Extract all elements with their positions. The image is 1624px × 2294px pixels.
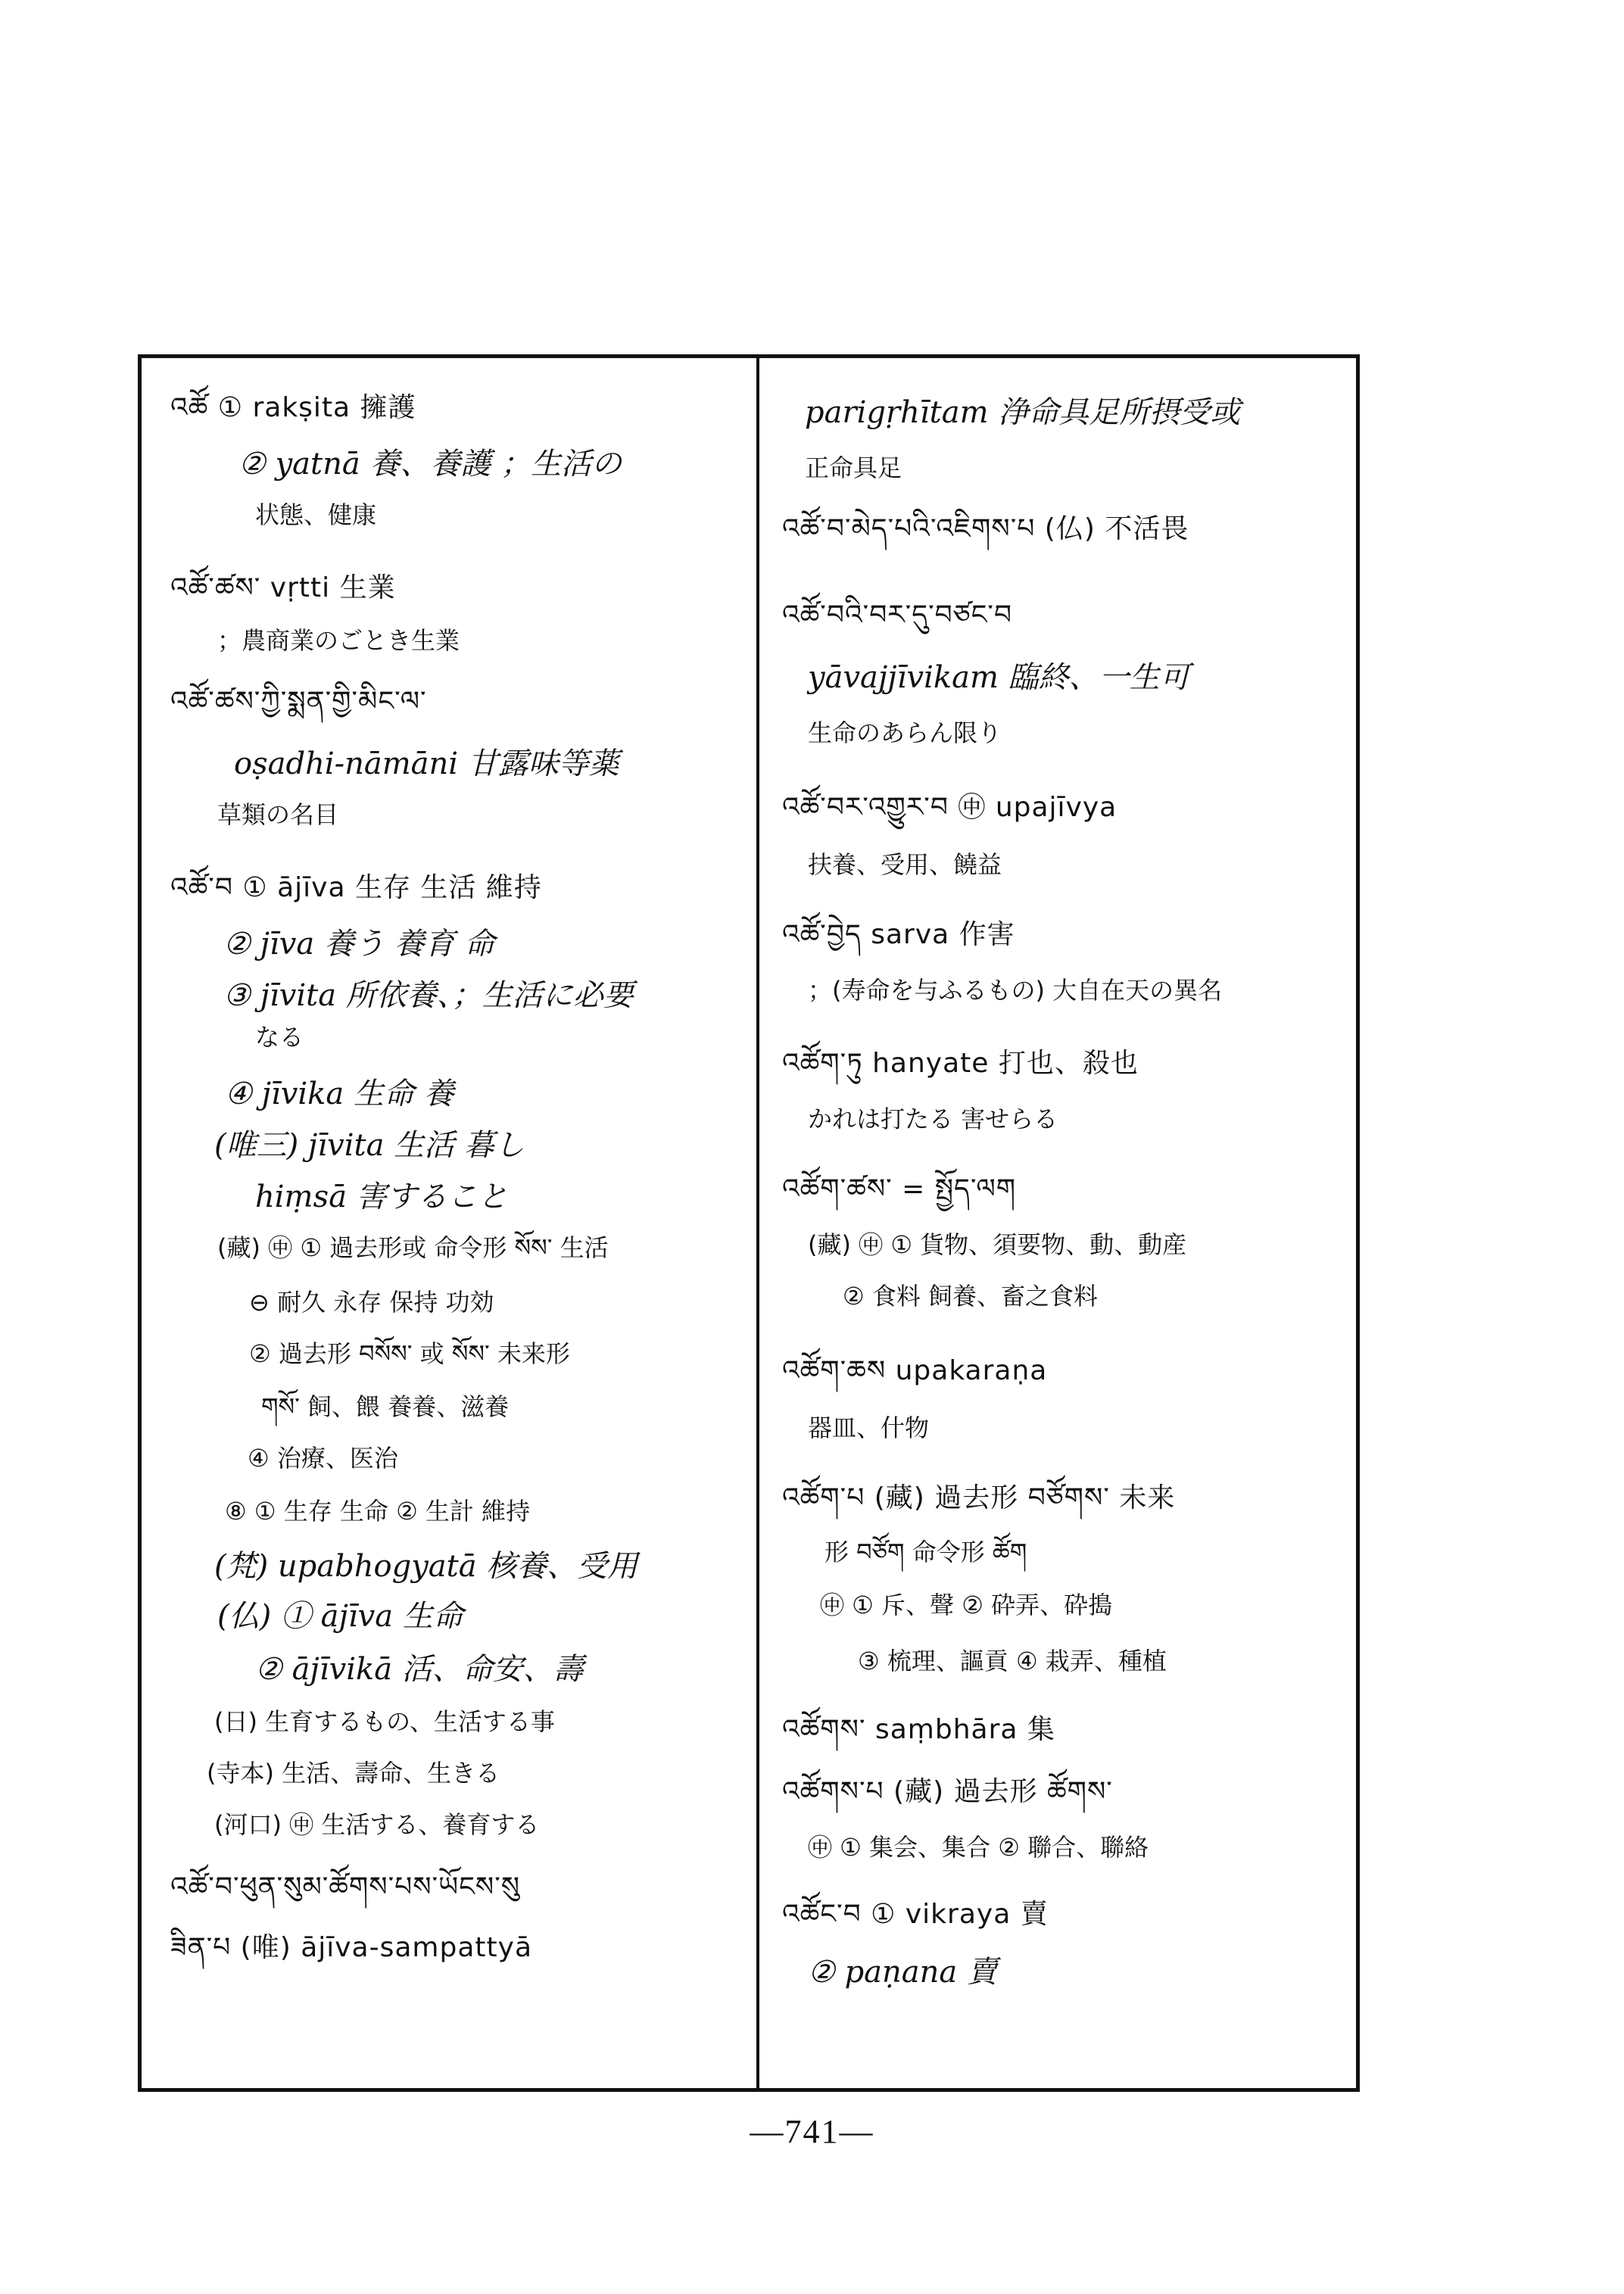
entry-line: ④ 治療、医治	[248, 1444, 398, 1473]
entry-line: འཚོག་པ (藏) 過去形 བཙོགས་ 未来	[782, 1482, 1176, 1513]
entry-line: (藏) ㊥ ① 過去形或 命令形 སོས་ 生活	[217, 1233, 609, 1262]
entry-line: (河口) ㊥ 生活する、養育する	[214, 1810, 540, 1839]
entry-line: (梵) upabhogyatā 核養、受用	[214, 1549, 638, 1584]
entry-line: yāvajjīvikam 臨終、一生可	[808, 660, 1190, 695]
entry-line: འཚོག་ཚས་ = སྤྱོད་ལག	[782, 1173, 1017, 1205]
entry-line: (仏) ① ājīva 生命	[217, 1599, 463, 1634]
entry-line: གསོ་ 飼、餵 養養、滋養	[261, 1392, 510, 1421]
entry-line: འཚོ་ཚས་ཀྱི་སྨན་གྱི་མིང་ལ་	[170, 686, 427, 717]
entry-line: ⊖ 耐久 永存 保持 功効	[249, 1288, 494, 1317]
entry-line: ㊥ ① 斥、聲 ② 砕弄、砕搗	[820, 1591, 1113, 1619]
entry-line: འཚོ་བ་མེད་པའི་འཇིགས་པ (仏) 不活畏	[782, 513, 1189, 544]
entry-line: འཚོ་བར་འགྱུར་བ ㊥ upajīvya	[782, 792, 1117, 823]
entry-line: (日) 生育するもの、生活する事	[214, 1707, 555, 1736]
entry-line: 器皿、什物	[808, 1413, 930, 1442]
entry-line: (寺本) 生活、壽命、生きる	[207, 1759, 500, 1788]
entry-line: འཚོ་བྱེད sarva 作害	[782, 919, 1015, 950]
entry-line: 生命のあらん限り	[808, 718, 1002, 747]
entry-line: ③ 梳理、謳貢 ④ 栽弄、種植	[858, 1647, 1167, 1675]
entry-line: ② 過去形 བསོས་ 或 སོས་ 未来形	[249, 1339, 570, 1368]
entry-line: འཚོང་བ ① vikraya 賣	[782, 1899, 1049, 1930]
entry-line: འཚོ་ཚས་ vṛtti 生業	[170, 572, 396, 603]
entry-line: ② ājīvikā 活、命安、壽	[255, 1652, 584, 1687]
entry-line: 草類の名目	[217, 800, 339, 829]
entry-line: ② jīva 養う 養育 命	[223, 927, 495, 962]
entry-line: 扶養、受用、饒益	[808, 850, 1002, 879]
entry-line: འཚོགས་ saṃbhāra 集	[782, 1714, 1055, 1745]
left-column	[142, 358, 756, 2088]
entry-line: ② paṇana 賣	[808, 1955, 997, 1990]
entry-line: hiṃsā 害すること	[255, 1180, 508, 1214]
entry-line: ㊥ ① 集会、集合 ② 聯合、聯絡	[808, 1833, 1149, 1862]
entry-line: (藏) ㊥ ① 貨物、須要物、動、動産	[808, 1230, 1187, 1259]
entry-line: འཚོ་བའི་བར་དུ་བཙང་བ	[782, 600, 1013, 631]
entry-line: かれは打たる 害せらる	[808, 1105, 1058, 1133]
entry-line: ；農商業のごとき生業	[217, 626, 460, 655]
entry-line: འཚོ་བ་ཕུན་སུམ་ཚོགས་པས་ཡོངས་སུ	[170, 1872, 521, 1903]
entry-line: ④ jīvika 生命 養	[225, 1077, 454, 1111]
entry-line: ③ jīvita 所依養、；生活に必要	[223, 978, 634, 1013]
entry-line: (唯三) jīvita 生活 暮し	[214, 1128, 525, 1163]
right-column	[759, 358, 1356, 2088]
page-number: —741—	[750, 2113, 874, 2150]
entry-line: parigṛhītam 浄命具足所摂受或	[805, 395, 1241, 430]
entry-line: なる	[255, 1023, 304, 1052]
entry-line: ；(寿命を与ふるもの) 大自在天の異名	[808, 976, 1223, 1005]
entry-line: འཚོ ① rakṣita 擁護	[170, 392, 416, 423]
entry-line: ② 食料 飼養、畜之食料	[843, 1282, 1099, 1311]
entry-line: 形 བཙོག 命令形 ཚོག	[824, 1538, 1027, 1566]
entry-line: 正命具足	[805, 454, 902, 482]
entry-line: ② yatnā 養、養護 ；生活の	[238, 447, 622, 482]
entry-line: ཟིན་པ (唯) ājīva-sampattyā	[170, 1932, 533, 1963]
entry-line: འཚོག་ཆས upakaraṇa	[782, 1355, 1048, 1386]
entry-line: oṣadhi-nāmāni 甘露味等薬	[234, 746, 619, 781]
entry-line: འཚོགས་པ (藏) 過去形 ཚོགས་	[782, 1776, 1113, 1807]
entry-line: འཚོག་ཏུ hanyate 打也、殺也	[782, 1048, 1139, 1079]
entry-line: 状態、健康	[255, 500, 377, 529]
entry-line: འཚོ་བ ① ājīva 生存 生活 維持	[170, 872, 542, 903]
dictionary-page-frame	[138, 354, 1360, 2092]
entry-line: ⑧ ① 生存 生命 ② 生計 維持	[225, 1497, 531, 1526]
